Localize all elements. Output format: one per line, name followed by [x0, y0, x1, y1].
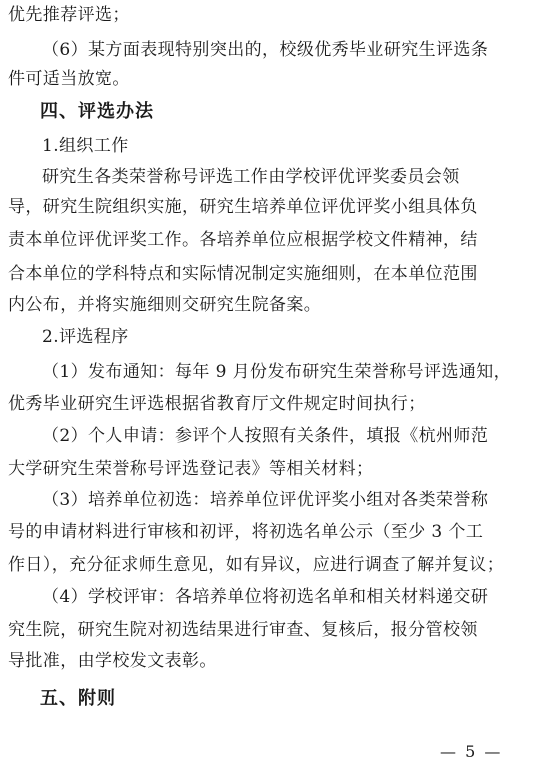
text-line: 优先推荐评选； [8, 5, 130, 25]
text-line: （2）个人申请：参评个人按照有关条件，填报《杭州师范 [42, 426, 489, 446]
text-line: （6）某方面表现特别突出的，校级优秀毕业研究生评选条 [42, 40, 489, 60]
text-line: 研究生各类荣誉称号评选工作由学校评优评奖委员会领 [42, 167, 460, 187]
text-line: 大学研究生荣誉称号评选登记表》等相关材料； [8, 459, 374, 479]
section-heading: 四、评选办法 [40, 101, 154, 122]
text-line: 合本单位的学科特点和实际情况制定实施细则，在本单位范围 [8, 264, 478, 284]
subsection-heading: 2.评选程序 [42, 327, 129, 347]
page-number: — 5 — [440, 742, 503, 761]
text-line: 件可适当放宽。 [8, 69, 130, 89]
text-line: 作日），充分征求师生意见，如有异议，应进行调查了解并复议； [8, 555, 505, 575]
text-line: 究生院，研究生院对初选结果进行审查、复核后，报分管校领 [8, 620, 478, 640]
text-line: （1）发布通知：每年 9 月份发布研究生荣誉称号评选通知， [42, 362, 512, 382]
text-line: 内公布，并将实施细则交研究生院备案。 [8, 295, 322, 315]
text-line: 责本单位评优评奖工作。各培养单位应根据学校文件精神，结 [8, 230, 478, 250]
text-line: 导，研究生院组织实施，研究生培养单位评优评奖小组具体负 [8, 197, 478, 217]
text-line: 优秀毕业研究生评选根据省教育厅文件规定时间执行； [8, 394, 426, 414]
text-line: 号的申请材料进行审核和初评，将初选名单公示（至少 3 个工 [8, 522, 484, 542]
text-line: （4）学校评审：各培养单位将初选名单和相关材料递交研 [42, 587, 489, 607]
subsection-heading: 1.组织工作 [42, 136, 129, 156]
section-heading: 五、附则 [40, 688, 116, 709]
text-line: （3）培养单位初选：培养单位评优评奖小组对各类荣誉称 [42, 490, 489, 510]
text-line: 导批准，由学校发文表彰。 [8, 651, 217, 671]
